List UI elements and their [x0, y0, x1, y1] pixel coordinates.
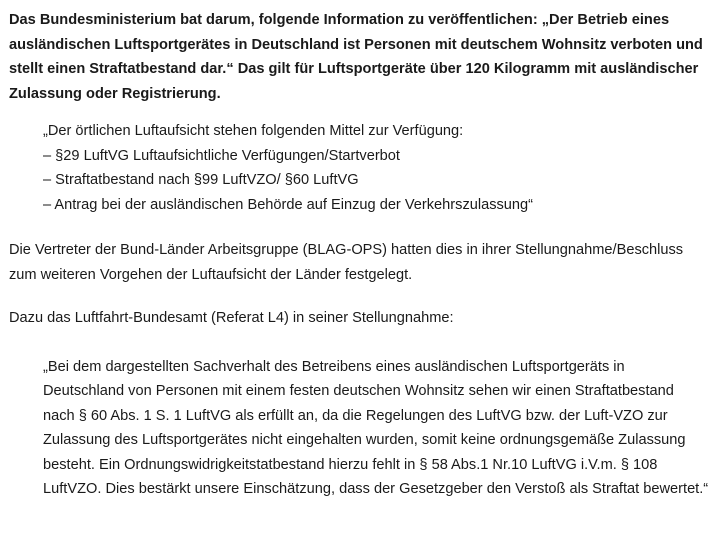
quote-block-measures: [43, 119, 709, 217]
list-item: – Antrag bei der ausländischen Behörde auf Einzug der Verkehrszulassung“: [43, 196, 534, 213]
article-body: [9, 8, 709, 502]
quote-intro: „Der örtlichen Luftaufsicht stehen folgenden Mittel zur Verfügung:: [43, 123, 464, 139]
measures-list: [43, 144, 709, 218]
lba-intro-paragraph: Dazu das Luftfahrt-Bundesamt (Referat L4) in seiner Stellungnahme:: [9, 310, 454, 326]
lba-quote: „Bei dem dargestellten Sachverhalt des Betreibens eines ausländischen Luftsportgeräts in Deutschland von Personen mit einem festen deutschen Wohnsitz sehen wir einen Straftatbestand nach § 60 Abs. 1 S. 1 LuftVG als erfüllt an, da die Regelungen des LuftVG bzw. der Luft-VZO zur Zulassung des Luftsportgerätes nicht eingehalten wurden, somit keine ordnungsgemäße Zulassung besteht. Ein Ordnungswidrigkeitstatbestand hierzu fehlt in § 58 Abs.1 Nr.10 LuftVG i.V.m. § 108 LuftVZO. Dies bestärkt unsere Einschätzung, dass der Gesetzgeber den Verstoß als Straftat bewertet.“: [43, 358, 709, 497]
blag-ops-paragraph: Die Vertreter der Bund-Länder Arbeitsgruppe (BLAG-OPS) hatten dies in ihrer Stellungnahme/Beschluss zum weiteren Vorgehen der Luftaufsicht der Länder festgelegt.: [9, 242, 684, 283]
list-item: – §29 LuftVG Luftaufsichtliche Verfügungen/Startverbot: [43, 147, 400, 164]
list-item: – Straftatbestand nach §99 LuftVZO/ §60 LuftVG: [43, 172, 359, 188]
lead-paragraph: Das Bundesministerium bat darum, folgende Information zu veröffentlichen: „Der Betrieb eines ausländischen Luftsportgerätes in Deutschland ist Personen mit deutschem Wohnsitz verboten und stellt einen Straftatbestand dar.“ Das gilt für Luftsportgeräte über 120 Kilogramm mit ausländischer Zulassung oder Registrierung.: [9, 12, 703, 102]
quote-block-lba: [43, 355, 709, 502]
